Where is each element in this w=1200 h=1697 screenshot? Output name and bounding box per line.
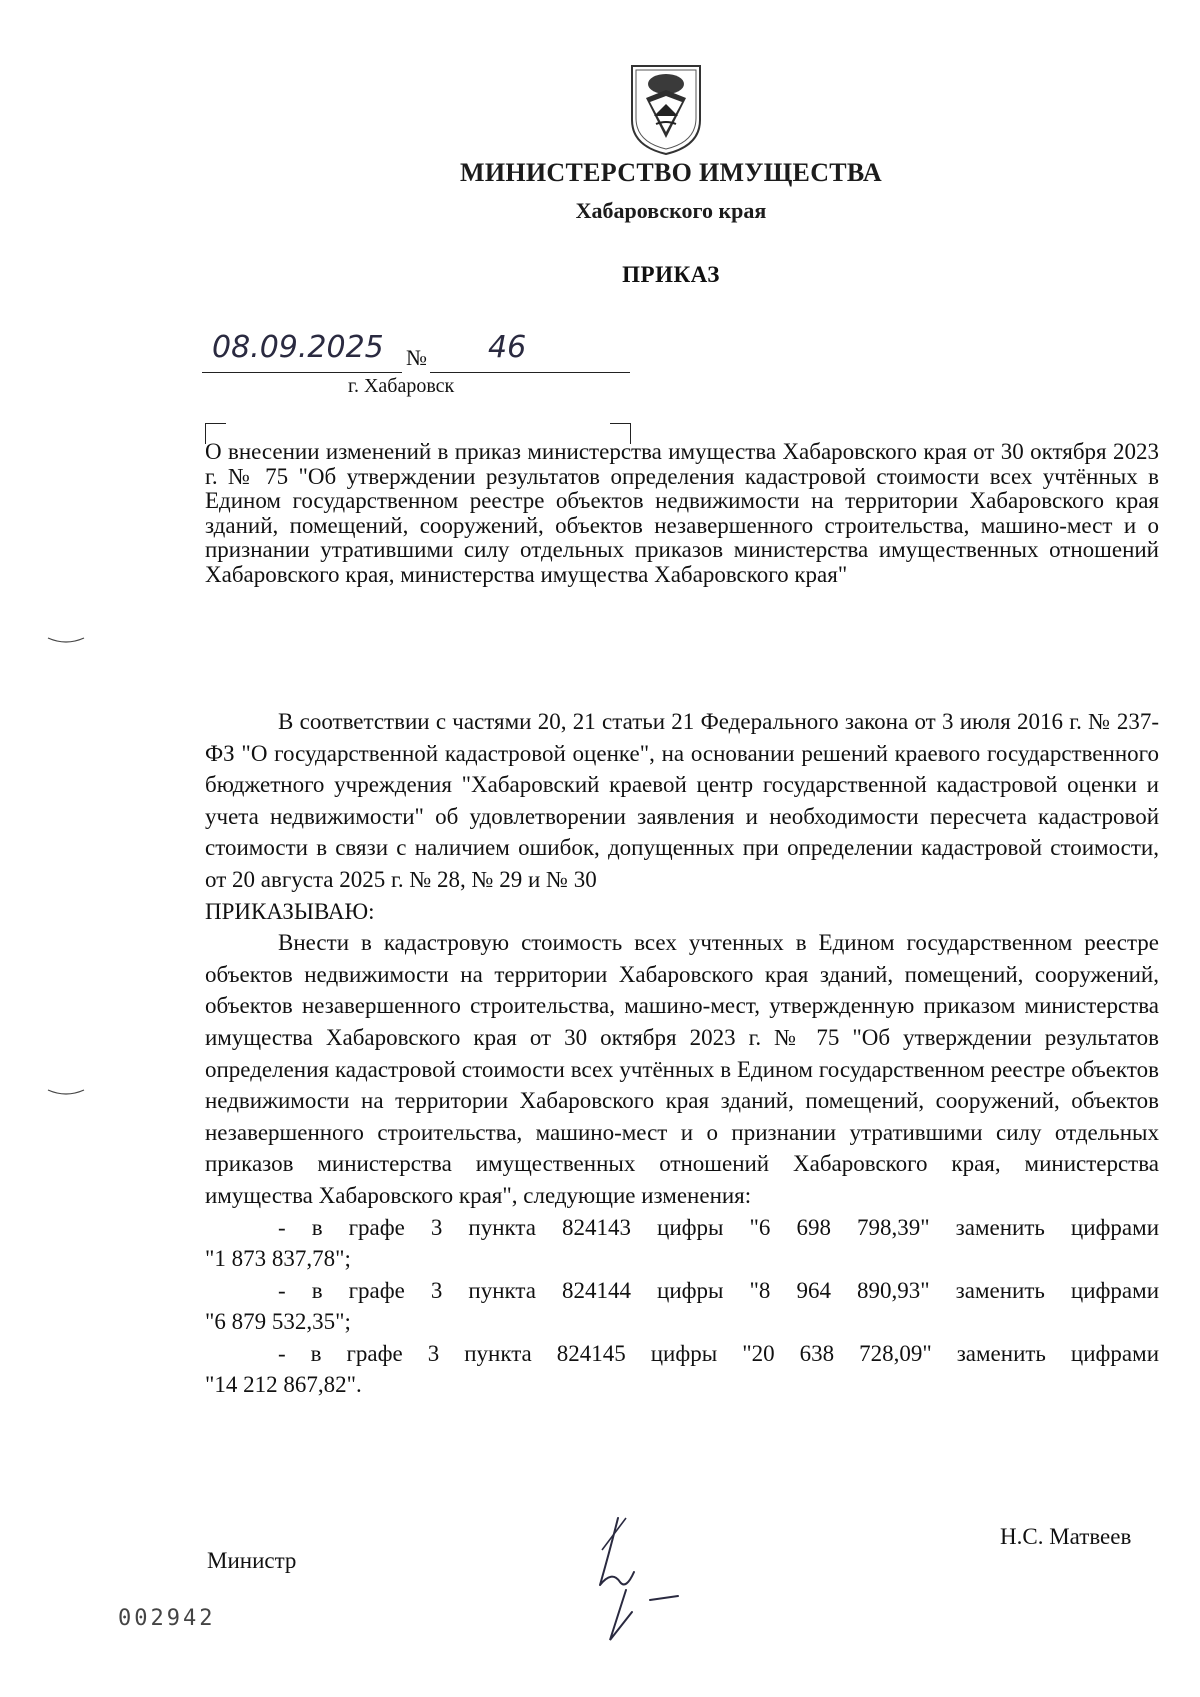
main-paragraph: Внести в кадастровую стоимость всех учтенных в Едином государственном реестре объектов недвижимости на территории Хабаровского края зданий, помещений, сооружений, объектов незавершенного строительства, машино-мест, утвержденную приказом министерства имущества Хабаровского края от 30 октября 2023 г. № 75 "Об утверждении результатов определения кадастровой стоимости всех учтённых в Едином государственном реестре объектов недвижимости на территории Хабаровского края зданий, помещений, сооружений, объектов незавершенного строительства, машино-мест и о признании утратившими силу отдельных приказов министерства имущественных отношений Хабаровского края, министерства имущества Хабаровского края", следующие изменения: — [205, 930, 1159, 1208]
change-item-3: - в графе 3 пункта 824145 цифры "20 638 728,09" заменить цифрами — [278, 1340, 1159, 1366]
signatory-name: Н.С. Матвеев — [1000, 1524, 1132, 1549]
number-sign: № — [406, 345, 427, 370]
order-word: ПРИКАЗЫВАЮ: — [205, 898, 375, 924]
coat-of-arms-icon — [626, 58, 706, 158]
hole-punch-mark-icon — [46, 1088, 86, 1098]
change-item-3-value: "14 212 867,82". — [205, 1372, 362, 1398]
serial-number: 002942 — [118, 1606, 216, 1631]
date-underline — [202, 372, 402, 373]
handwritten-signature-icon — [540, 1490, 740, 1650]
ministry-name: МИНИСТЕРСТВО ИМУЩЕСТВА — [460, 158, 882, 187]
hole-punch-mark-icon — [46, 636, 86, 646]
document-type: ПРИКАЗ — [622, 262, 720, 287]
document-body — [205, 706, 1159, 1401]
preamble-paragraph: В соответствии с частями 20, 21 статьи 21 Федерального закона от 3 июля 2016 г. № 237-ФЗ "О государственной кадастровой оценке", на основании решений краевого государственного бюджетного учреждения "Хабаровский краевой центр государственной кадастровой оценки и учета недвижимости" об удовлетворении заявления и необходимости пересчета кадастровой стоимости в связи с наличием ошибок, допущенных при определении кадастровой стоимости, от 20 августа 2025 г. № 28, № 29 и № 30 — [205, 709, 1159, 892]
handwritten-number: 46 — [488, 330, 527, 365]
change-item-2: - в графе 3 пункта 824144 цифры "8 964 890,93" заменить цифрами — [278, 1277, 1159, 1303]
region-name: Хабаровского края — [575, 198, 767, 223]
change-item-1: - в графе 3 пункта 824143 цифры "6 698 798,39" заменить цифрами — [278, 1214, 1159, 1240]
signatory-title: Министр — [207, 1548, 297, 1573]
document-subject: О внесении изменений в приказ министерства имущества Хабаровского края от 30 октября 2023 г. № 75 "Об утверждении результатов определения кадастровой стоимости всех учтённых в Едином государственном реестре объектов недвижимости на территории Хабаровского края зданий, помещений, сооружений, объектов незавершенного строительства, машино-мест и о признании утратившими силу отдельных приказов министерства имущественных отношений Хабаровского края, министерства имущества Хабаровского края" — [205, 439, 1159, 587]
city: г. Хабаровск — [348, 375, 455, 397]
change-item-1-value: "1 873 837,78"; — [205, 1246, 351, 1272]
change-item-2-value: "6 879 532,35"; — [205, 1309, 351, 1335]
handwritten-date: 08.09.2025 — [212, 330, 384, 365]
number-underline — [430, 372, 630, 373]
